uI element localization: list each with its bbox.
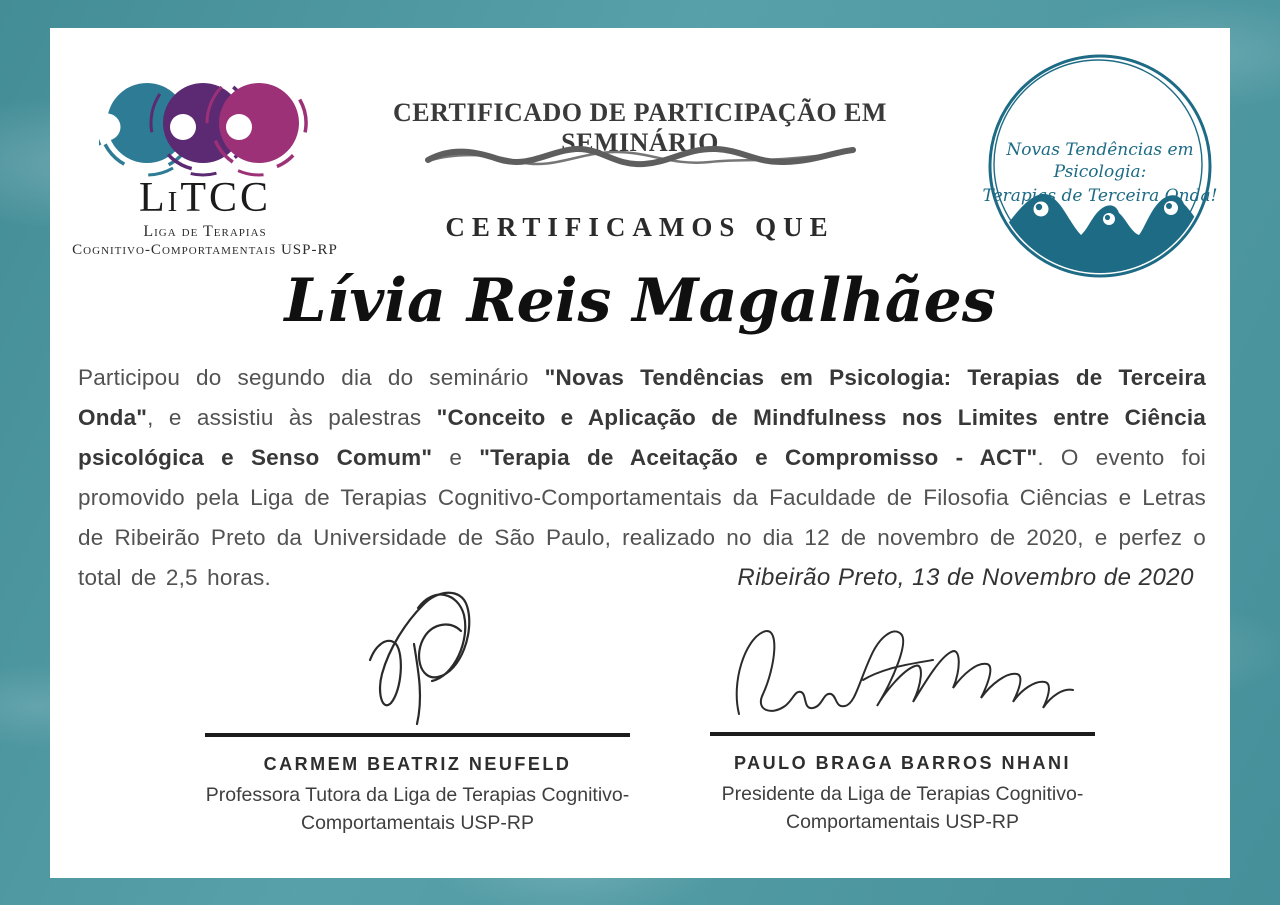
signature-block-carmem: [205, 584, 630, 837]
seminar-badge: [983, 50, 1217, 284]
litcc-caption-line1: Liga de Terapias: [143, 223, 267, 240]
paulo-signature-icon: [723, 620, 1083, 728]
litcc-acronym: LiTCC: [139, 175, 271, 221]
badge-text-line1: Novas Tendências em: [1006, 140, 1194, 160]
certificate-body: Participou do segundo dia do seminário "Novas Tendências em Psicologia: Terapias de Terceira Onda", e assistiu às palestras "Conceito e Aplicação de Mindfulness nos Limites entre Ciência psicológica e Senso Comum" e "Terapia de Aceitação e Compromisso - ACT". O evento foi promovido pela Liga de Terapias Cognitivo-Comportamentais da Faculdade de Filosofia Ciências e Letras de Ribeirão Preto da Universidade de São Paulo, realizado no dia 12 de novembro de 2020, e perfez o total de 2,5 horas.: [78, 365, 1207, 590]
signer-name: CARMEM BEATRIZ NEUFELD: [263, 753, 572, 774]
signature-block-paulo: [710, 620, 1095, 836]
certificate-title: CERTIFICADO DE PARTICIPAÇÃO EM SEMINÁRIO: [393, 98, 887, 157]
signer-role-line2: Comportamentais USP-RP: [301, 811, 534, 834]
litcc-logo: [65, 66, 345, 259]
seminar-badge-icon: [983, 50, 1217, 284]
certificate-sheet: [50, 28, 1230, 878]
date-line: Ribeirão Preto, 13 de Novembro de 2020: [737, 564, 1194, 591]
litcc-caption-line2: Cognitivo-Comportamentais USP-RP: [72, 242, 338, 258]
badge-text-line2: Psicologia:: [1053, 162, 1147, 182]
carmem-signature-icon: [318, 584, 518, 729]
signer-role-line2: Comportamentais USP-RP: [786, 810, 1019, 833]
certificate-subtitle: CERTIFICAMOS QUE: [445, 212, 835, 242]
recipient-name: Lívia Reis Magalhães: [284, 266, 996, 336]
signer-role-line1: Professora Tutora da Liga de Terapias Cognitivo-: [205, 783, 630, 806]
badge-text-line3: Terapias de Terceira Onda!: [983, 186, 1217, 206]
signer-name: PAULO BRAGA BARROS NHANI: [734, 752, 1071, 773]
signature-line: [205, 733, 630, 737]
signer-role-line1: Presidente da Liga de Terapias Cognitivo-: [721, 782, 1084, 805]
signature-line: [710, 732, 1095, 736]
signer-role: [205, 781, 630, 837]
wavy-divider: [420, 140, 860, 170]
litcc-circles-icon: [99, 66, 311, 184]
signer-role: [710, 780, 1095, 836]
